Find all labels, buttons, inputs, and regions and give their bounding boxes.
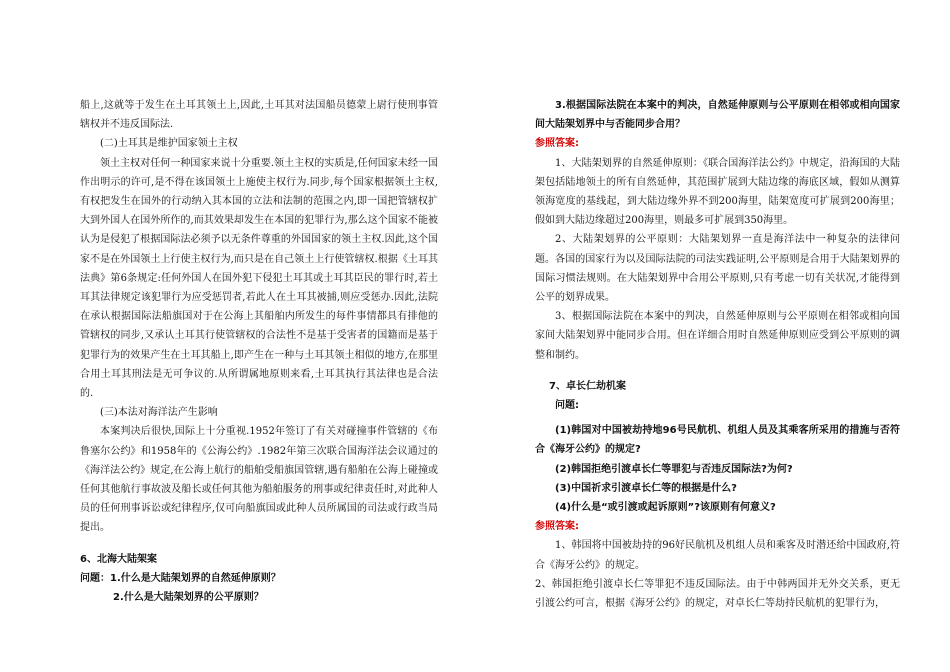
case-7-title: 7、卓长仁劫机案 [549, 380, 626, 392]
case-6-question-1: 问题：1.什么是大陆架划界的自然延伸原则？ [80, 572, 281, 584]
reference-answer-label-1: 参照答案: [535, 138, 579, 150]
case-7-answer-1: 1、韩国将中国被劫持的96好民航机及机组人员和乘客及时潜还给中国政府,符合《海牙公约》的规定。 [535, 540, 900, 571]
paragraph-1: 船上,这就等于发生在土耳其领土上,因此,土耳其对法国船员德蒙上尉行使刑事管辖权并不违反国际法. [80, 100, 438, 131]
left-column [80, 96, 438, 607]
case-7-question-2: (2)韩国拒绝引渡卓长仁等罪犯与否违反国际法?为何? [555, 463, 793, 475]
case-7-answer-2: 2、韩国拒绝引渡卓长仁等罪犯不违反国际法。由于中韩两国并无外交关系，更无引渡公约可言，根据《海牙公约》的规定，对卓长仁等劫持民航机的犯罪行为， [535, 578, 900, 610]
right-column [535, 96, 900, 613]
answer-2: 2、大陆架划界的公平原则：大陆架划界一直是海洋法中一种复杂的法律问题。各国的国家行为以及国际法院的司法实践证明,公平原则是合用于大陆架划界的国际习惯法规则。在大陆架划界中合用公平原则,只有考虑一切有关状况,才能得到公平的划界成果。 [535, 234, 900, 304]
case-6-question-2: 2.什么是大陆架划界的公平原则？ [113, 592, 264, 604]
reference-answer-label-2: 参照答案: [535, 521, 579, 533]
case-6-question-3: 3.根据国际法院在本案中的判决，自然延伸原则与公平原则在相邻或相向国家间大陆架划界中与否能同步合用？ [535, 100, 900, 131]
answer-1: 1、大陆架划界的自然延伸原则：《联合国海洋法公约》中规定，沿海国的大陆架包括陆地领土的所有自然延伸，其范围扩展到大陆边缘的海底区域，假如从测算领海宽度的基线起，到大陆边缘外界不到200海里，陆架宽度可扩展到200海里；假如到大陆边缘超过200海里，则最多可扩展到350海里。 [535, 157, 900, 227]
case-7-question-label: 问题: [555, 400, 579, 412]
case-6-title: 6、北海大陆架案 [80, 553, 157, 565]
case-7-question-3: (3)中国祈求引渡卓长仁等的根据是什么? [555, 482, 737, 494]
spacer [80, 538, 438, 550]
answer-3: 3、根据国际法院在本案中的判决，自然延伸原则与公平原则在相邻或相向国家间大陆架划界中能同步合用。但在详细合用时自然延伸原则应受到公平原则的调整和制约。 [535, 311, 900, 361]
section-2-heading: (二)土耳其是维护国家领土主权 [100, 138, 238, 150]
section-3-heading: (三)本法对海洋法产生影响 [100, 407, 218, 419]
paragraph-3: 本案判决后很快,国际上十分重视.1952年签订了有关对碰撞事件管辖的《布鲁塞尔公约》和1958年的《公海公约》.1982年第三次联合国海洋法会议通过的《海洋法公约》规定,在公海上航行的船舶受船旗国管辖,遇有船舶在公海上碰撞或任何其他航行事故波及船长或任何其他为船舶服务的刑事或纪律责任时,对此种人员的任何刑事诉讼或纪律程序,仅可向船旗国或此种人员所属国的司法或行政当局提出。 [80, 426, 438, 534]
case-7-question-1: (1)韩国对中国被劫持地96号民航机、机组人员及其乘客所采用的措施与否符合《海牙公约》的规定? [535, 425, 900, 456]
case-7-question-4: (4)什么是“或引渡或起诉原则”?该原则有何意义? [555, 502, 776, 514]
paragraph-2: 领土主权对任何一种国家来说十分重要.领土主权的实质是,任何国家未经一国作出明示的许可,是不得在该国领土上施使主权行为.同步,每个国家根据领土主权,有权把发生在国外的行动纳入其本国的立法和法制的范围之内,即一国把管辖权扩大到外国人在国外所作的,而其效果却发生在本国的犯罪行为,那么这个国家不能被认为是侵犯了根据国际法必须予以无条件尊重的外国国家的领土主权.因此,这个国家不是在外国领土上行使主权行为,而只是在自己领土上行使管辖权.根据《土耳其法典》第6条规定:任何外国人在国外犯下侵犯土耳其或土耳其臣民的罪行时,若土耳其法律规定该犯罪行为应受惩罚者,若此人在土耳其被捕,则应受惩办.因此,法院在承认根据国际法船旗国对于在公海上其船舶内所发生的每件事情都具有排他的管辖权的同步,又承认土耳其行使管辖权的合法性不是基于受害者的国籍而是基于犯罪行为的效果产生在土耳其船上,即产生在一种与土耳其领土相似的地方,在那里合用土耳其刑法是无可争议的.从所谓属地原则来看,土耳其执行其法律也是合法的. [80, 157, 438, 400]
spacer [535, 365, 900, 377]
